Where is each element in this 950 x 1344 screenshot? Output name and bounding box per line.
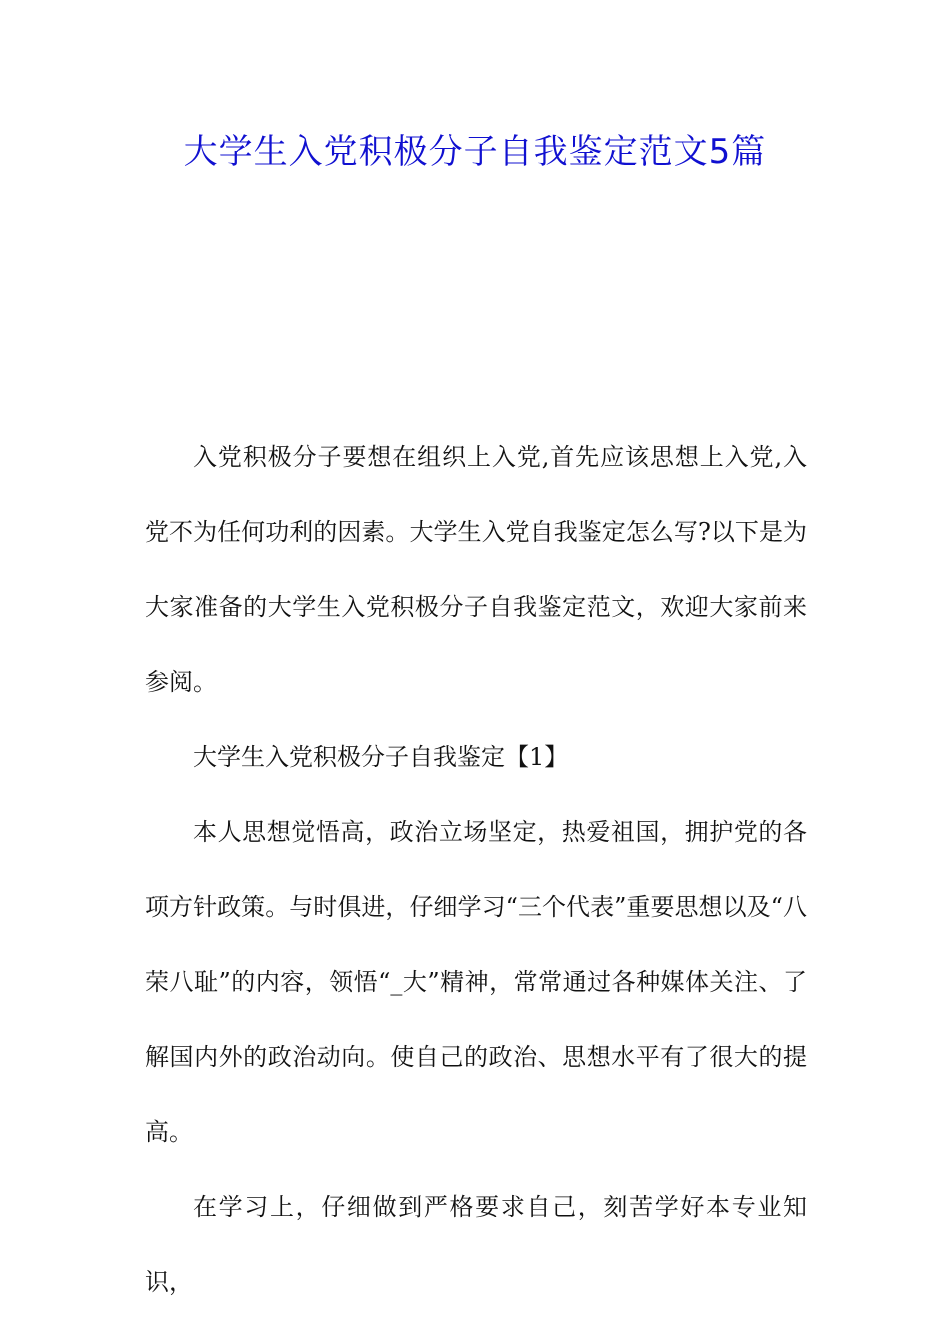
intro-paragraph: 入党积极分子要想在组织上入党,首先应该思想上入党,入党不为任何功利的因素。大学生入党自我鉴定怎么写?以下是为大家准备的大学生入党积极分子自我鉴定范文，欢迎大家前来参阅。 [145,443,807,696]
section-heading: 大学生入党积极分子自我鉴定【1】 [193,743,569,771]
document-title: 大学生入党积极分子自我鉴定范文5篇 [183,132,767,172]
document-body [145,420,807,1320]
body-paragraph: 本人思想觉悟高，政治立场坚定，热爱祖国，拥护党的各项方针政策。与时俱进，仔细学习“三个代表”重要思想以及“八荣八耻”的内容，领悟“_大”精神，常常通过各种媒体关注、了解国内外的政治动向。使自己的政治、思想水平有了很大的提高。 [145,818,807,1146]
body-paragraph: 在学习上，仔细做到严格要求自己，刻苦学好本专业知识， [145,1193,807,1296]
